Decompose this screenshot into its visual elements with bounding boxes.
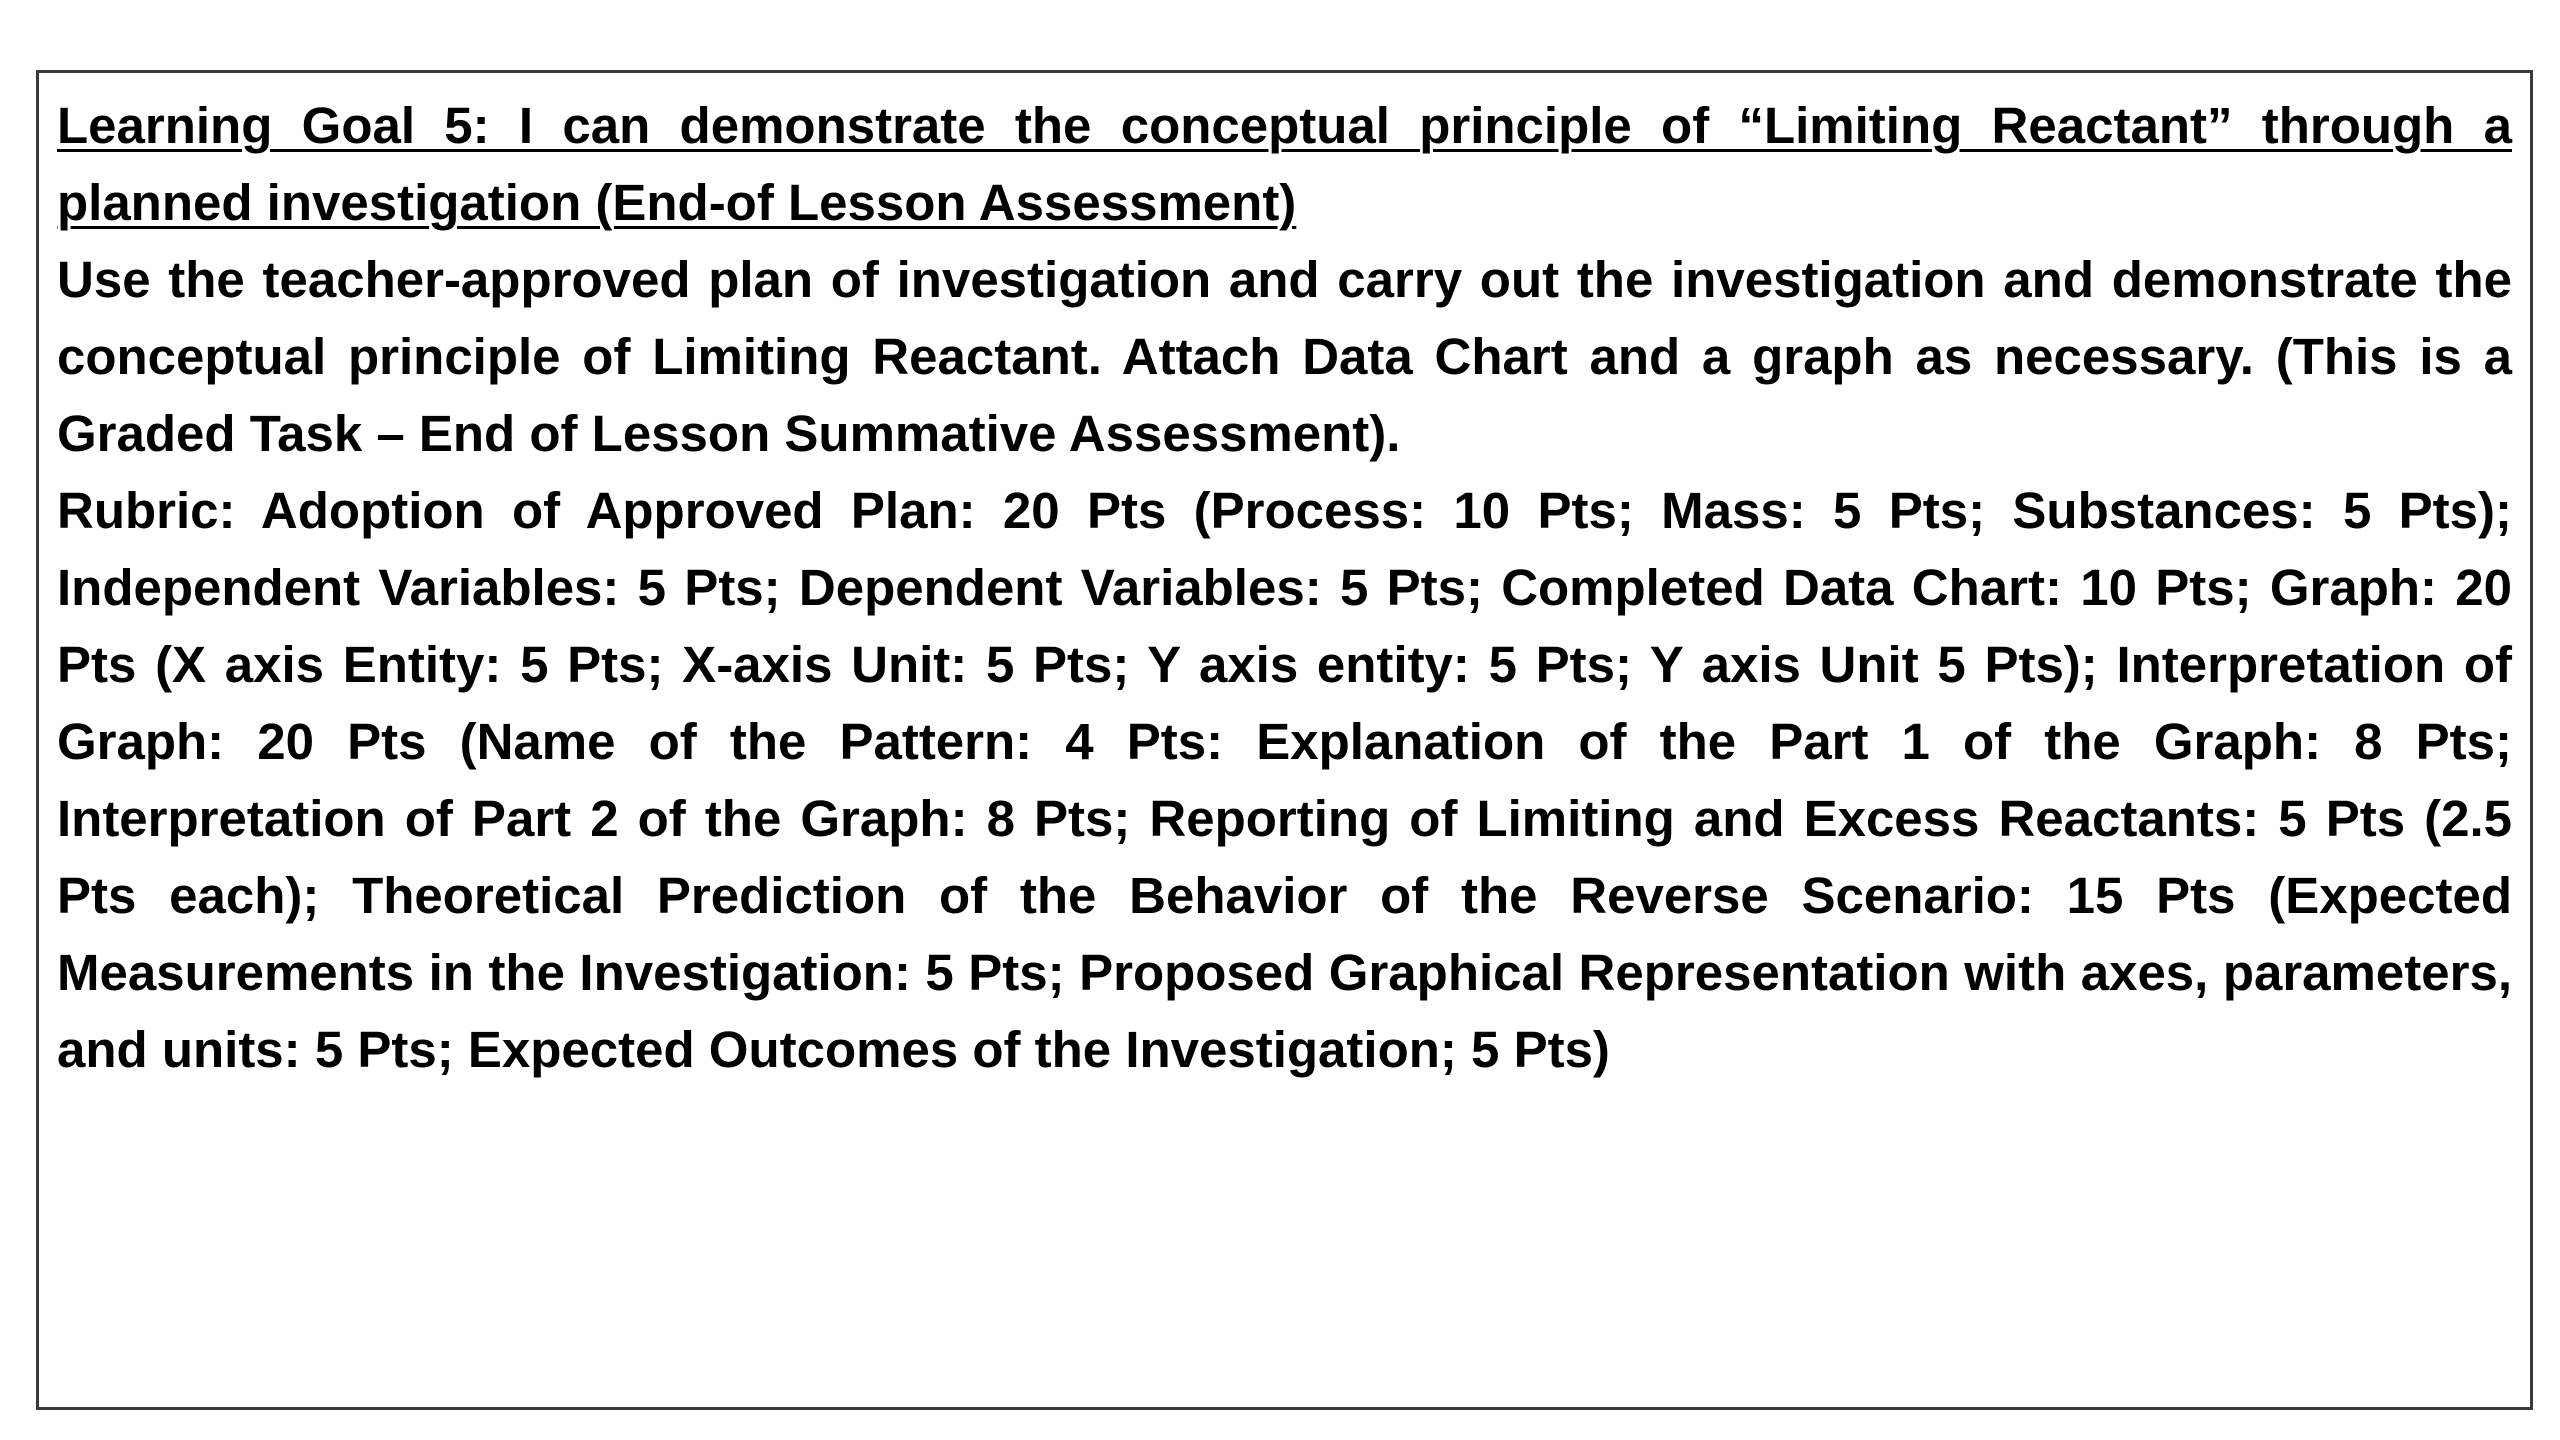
assessment-box	[36, 70, 2533, 1410]
learning-goal-heading: Learning Goal 5: I can demonstrate the conceptual principle of “Limiting Reactant” through a planned investigation (End-of Lesson Assessment)	[57, 97, 2512, 231]
rubric-paragraph: Rubric: Adoption of Approved Plan: 20 Pts (Process: 10 Pts; Mass: 5 Pts; Substances: 5 Pts); Independent Variables: 5 Pts; Dependent Variables: 5 Pts; Completed Data Chart: 10 Pts; Graph: 20 Pts (X axis Entity: 5 Pts; X-axis Unit: 5 Pts; Y axis entity: 5 Pts; Y axis Unit 5 Pts); Interpretation of Graph: 20 Pts (Name of the Pattern: 4 Pts: Explanation of the Part 1 of the Graph: 8 Pts; Interpretation of Part 2 of the Graph: 8 Pts; Reporting of Limiting and Excess Reactants: 5 Pts (2.5 Pts each); Theoretical Prediction of the Behavior of the Reverse Scenario: 15 Pts (Expected Measurements in the Investigation: 5 Pts; Proposed Graphical Representation with axes, parameters, and units: 5 Pts; Expected Outcomes of the Investigation; 5 Pts)	[57, 482, 2512, 1078]
instructions-paragraph: Use the teacher-approved plan of investigation and carry out the investigation and demonstrate the conceptual principle of Limiting Reactant. Attach Data Chart and a graph as necessary. (This is a Graded Task – End of Lesson Summative Assessment).	[57, 251, 2512, 462]
assessment-content	[57, 87, 2512, 1088]
